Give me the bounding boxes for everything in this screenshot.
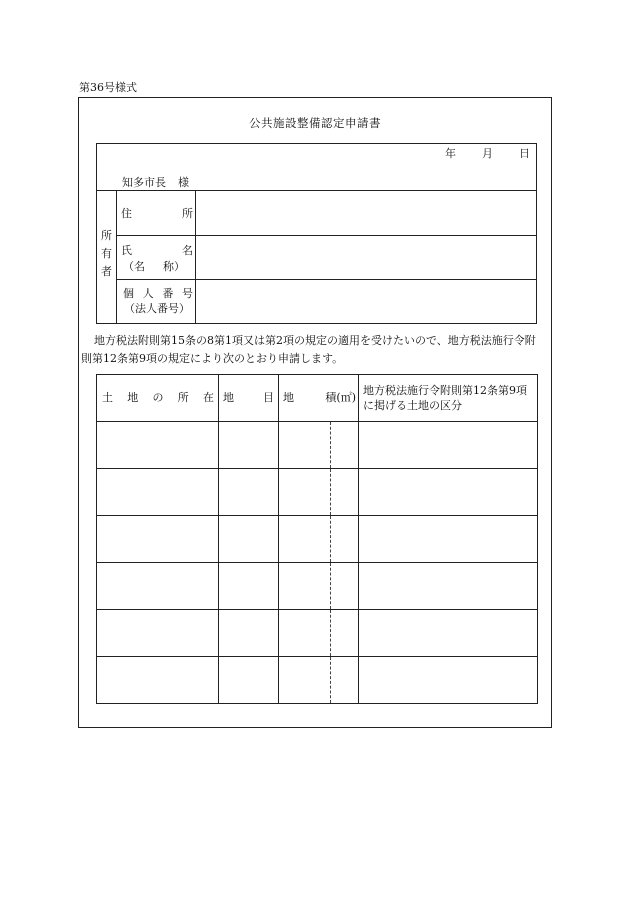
table-row [97, 563, 538, 610]
address-label-cell [117, 191, 196, 235]
category-cell[interactable] [219, 516, 279, 563]
address-label-char-2: 所 [182, 207, 193, 220]
name-sub-label-part-1: （名 [123, 260, 145, 273]
name-label [121, 244, 193, 258]
area-integer-cell[interactable] [279, 563, 331, 610]
date-year-label: 年 [445, 147, 456, 160]
classification-cell[interactable] [359, 657, 538, 704]
classification-cell[interactable] [359, 422, 538, 469]
date-day-label: 日 [519, 147, 530, 160]
area-decimal-cell[interactable] [331, 610, 359, 657]
personal-number-char-4: 号 [181, 287, 193, 300]
area-integer-cell[interactable] [279, 422, 331, 469]
owner-char-3: 者 [101, 265, 112, 278]
location-cell[interactable] [97, 610, 219, 657]
address-row [117, 190, 537, 235]
header-location-char-1: 土 [102, 391, 113, 405]
addressee-honorific: 様 [178, 176, 189, 189]
owner-char-2: 有 [101, 247, 112, 260]
category-cell[interactable] [219, 610, 279, 657]
addressee [122, 176, 189, 190]
header-location-char-4: 所 [177, 391, 189, 405]
classification-cell[interactable] [359, 610, 538, 657]
applicant-box [96, 143, 537, 324]
name-label-cell [117, 236, 196, 279]
area-decimal-cell[interactable] [331, 422, 359, 469]
location-cell[interactable] [97, 422, 219, 469]
header-category [219, 375, 279, 422]
owner-grid [96, 190, 537, 325]
header-classification [359, 375, 538, 422]
classification-cell[interactable] [359, 469, 538, 516]
name-sub-label-part-2: 称） [163, 260, 185, 273]
personal-number-row [117, 279, 537, 324]
corporate-number-label: （法人番号） [124, 302, 190, 315]
category-cell[interactable] [219, 563, 279, 610]
personal-number-label-cell [117, 280, 196, 324]
area-decimal-cell[interactable] [331, 469, 359, 516]
table-row [97, 469, 538, 516]
category-cell[interactable] [219, 469, 279, 516]
name-input-cell[interactable] [196, 236, 537, 279]
location-cell[interactable] [97, 516, 219, 563]
personal-number-label [123, 287, 193, 301]
category-cell[interactable] [219, 422, 279, 469]
location-cell[interactable] [97, 563, 219, 610]
personal-number-char-3: 番 [162, 287, 174, 300]
header-category-char-2: 目 [263, 391, 274, 405]
header-classification-line-2: に掲げる土地の区分 [363, 399, 462, 412]
application-statement [81, 332, 555, 368]
header-category-char-1: 地 [223, 391, 234, 405]
address-input-cell[interactable] [196, 191, 537, 235]
area-integer-cell[interactable] [279, 516, 331, 563]
personal-number-input-cell[interactable] [196, 280, 537, 324]
category-cell[interactable] [219, 657, 279, 704]
statement-line-2: 則第12条第9項の規定により次のとおり申請します。 [81, 352, 344, 365]
land-table [96, 374, 538, 704]
addressee-name: 知多市長 [122, 176, 166, 189]
header-classification-line-1: 地方税法施行令附則第12条第9項 [363, 384, 527, 397]
area-integer-cell[interactable] [279, 657, 331, 704]
personal-number-char-1: 個 [123, 287, 134, 300]
header-location [97, 375, 219, 422]
header-area-char-1: 地 [283, 391, 294, 405]
table-row [97, 610, 538, 657]
name-row [117, 235, 537, 279]
table-row [97, 516, 538, 563]
owner-vertical-text [100, 227, 113, 281]
classification-cell[interactable] [359, 563, 538, 610]
area-decimal-cell[interactable] [331, 516, 359, 563]
statement-line-1: 地方税法附則第15条の8第1項又は第2項の規定の適用を受けたいので、地方税法施行令附 [94, 334, 536, 347]
form-number: 第36号様式 [79, 81, 137, 94]
address-label [121, 207, 193, 221]
owner-section-label [96, 190, 117, 324]
area-integer-cell[interactable] [279, 610, 331, 657]
date-line [445, 147, 530, 161]
header-area-char-2: 積(㎡) [325, 391, 356, 405]
owner-char-1: 所 [101, 229, 112, 242]
header-area [279, 375, 359, 422]
header-location-char-2: 地 [127, 391, 139, 405]
date-month-label: 月 [482, 147, 493, 160]
table-row [97, 422, 538, 469]
classification-cell[interactable] [359, 516, 538, 563]
name-sub-label [123, 260, 185, 274]
personal-number-char-2: 人 [142, 287, 154, 300]
location-cell[interactable] [97, 469, 219, 516]
area-decimal-cell[interactable] [331, 563, 359, 610]
name-label-char-2: 名 [182, 244, 193, 257]
location-cell[interactable] [97, 657, 219, 704]
land-table-header-row [97, 375, 538, 422]
header-location-char-5: 在 [203, 391, 214, 405]
area-integer-cell[interactable] [279, 469, 331, 516]
form-title: 公共施設整備認定申請書 [249, 116, 381, 130]
area-decimal-cell[interactable] [331, 657, 359, 704]
name-label-char-1: 氏 [121, 244, 132, 257]
table-row [97, 657, 538, 704]
header-location-char-3: の [152, 391, 164, 405]
address-label-char-1: 住 [121, 207, 132, 220]
